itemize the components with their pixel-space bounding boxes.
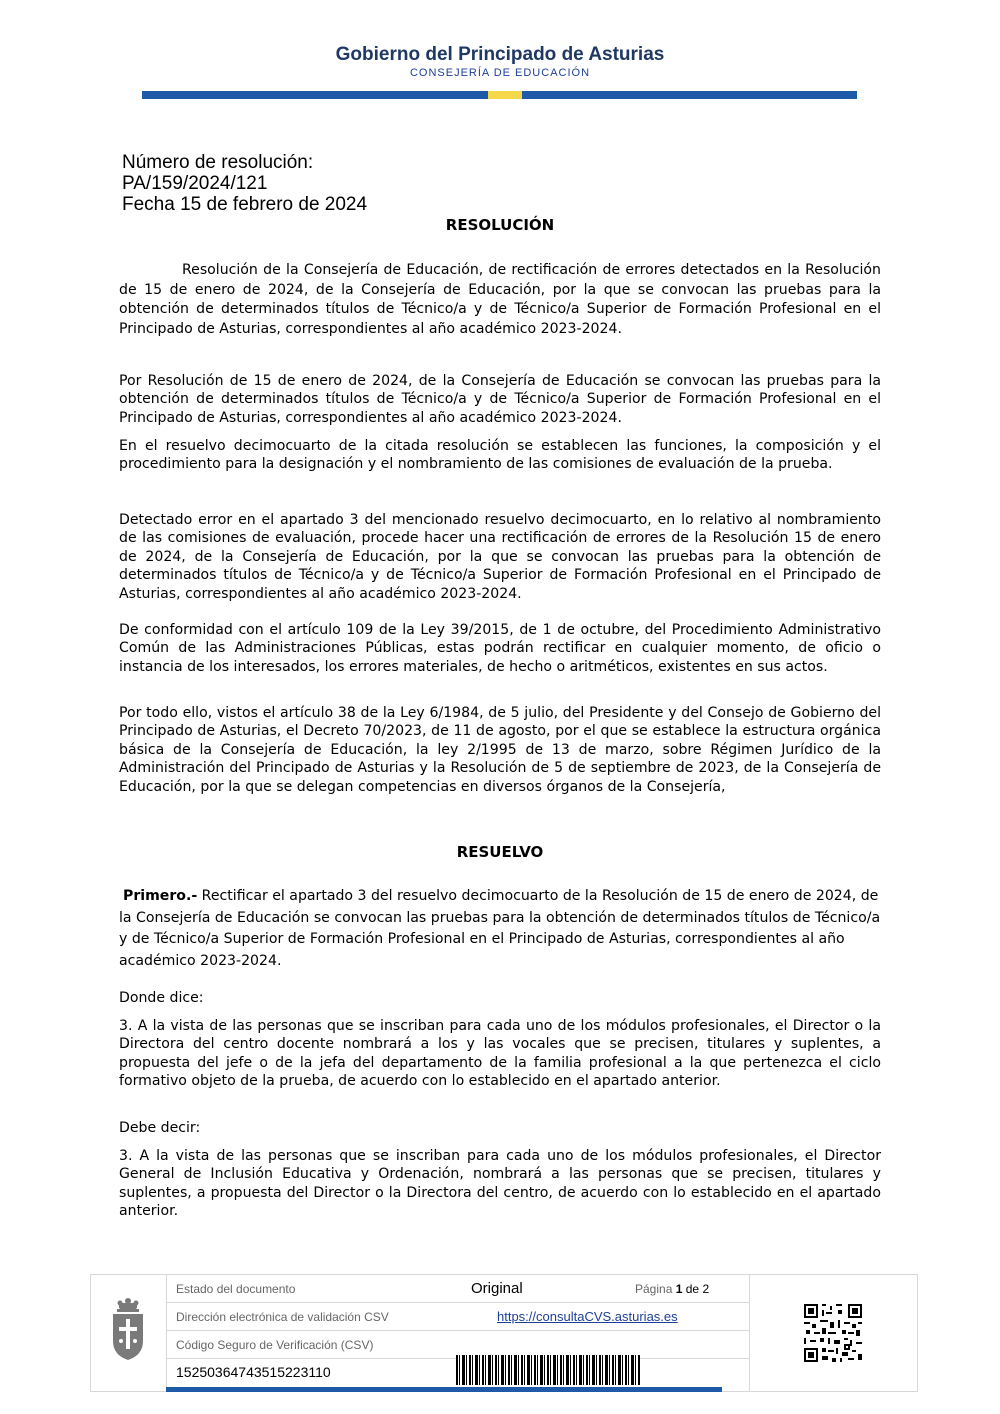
page-current: 1	[675, 1282, 683, 1296]
government-title: Gobierno del Principado de Asturias	[335, 44, 665, 65]
paragraph-1: Por Resolución de 15 de enero de 2024, de la Consejería de Educación se convocan las pruebas para la obtención de determinados títulos de Técnico/a y de Técnico/a Superior de Formación Profesional en el Principado de Asturias, correspondientes al año académico 2023-2024.	[119, 373, 881, 426]
paragraph-3: Detectado error en el apartado 3 del mencionado resuelvo decimocuarto, en lo relativo al nombramiento de las comisiones de evaluación, procede hacer una rectificación de errores de la Resolución 15 de enero de 2024, de la Consejería de Educación, por la que se convocan las pruebas para la obtención de determinados títulos de Técnico/a y de Técnico/a Superior de Formación Profesional en el Principado de Asturias, correspondientes al año académico 2023-2024.	[119, 512, 881, 602]
document-status-value: Original	[471, 1280, 523, 1297]
barcode-icon	[456, 1355, 640, 1385]
qr-code-icon	[804, 1304, 862, 1362]
page-total: 2	[702, 1282, 710, 1296]
resolution-info	[122, 152, 367, 215]
csv-code: 15250364743515223110	[176, 1364, 331, 1380]
paragraph-4: De conformidad con el artículo 109 de la Ley 39/2015, de 1 de octubre, del Procedimiento Administrativo Común de las Administraciones Públicas, estas podrán rectificar en cualquier momento, de oficio o instancia de los interesados, los errores materiales, de hecho o aritméticos, existentes en sus actos.	[119, 622, 881, 675]
page-indicator	[635, 1282, 709, 1296]
footer-row-line-2	[166, 1330, 749, 1331]
resolution-number-label: Número de resolución:	[122, 152, 314, 173]
header-bar-yellow	[488, 91, 522, 99]
primero-paragraph	[119, 886, 889, 972]
footer-blue-bar	[166, 1387, 722, 1392]
heading-resolucion: RESOLUCIÓN	[445, 216, 555, 234]
page-of: de	[685, 1282, 700, 1296]
csv-validation-link[interactable]: https://consultaCVS.asturias.es	[497, 1309, 678, 1324]
header-bar-blue-left	[142, 91, 488, 99]
donde-dice-label: Donde dice:	[119, 990, 204, 1006]
debe-decir-label: Debe decir:	[119, 1120, 201, 1136]
paragraph-5: Por todo ello, vistos el artículo 38 de la Ley 6/1984, de 5 julio, del Presidente y del Consejo de Gobierno del Principado de Asturias, el Decreto 70/2023, de 11 de agosto, por el que se establece la estructura orgánica básica de la Consejería de Educación, la ley 2/1995 de 13 de marzo, sobre Régimen Jurídico de la Administración del Principado de Asturias y la Resolución de 5 de septiembre de 2023, de la Consejería de Educación, por la que se delegan competencias en diversos órganos de la Consejería,	[119, 705, 881, 795]
summary-paragraph: Resolución de la Consejería de Educación, de rectificación de errores detectados en la Resolución de 15 de enero de 2024, de la Consejería de Educación, por la que se convocan las pruebas para la obtención de determinados títulos de Técnico/a y de Técnico/a Superior de Formación Profesional en el Principado de Asturias, correspondientes al año académico 2023-2024.	[119, 262, 881, 337]
asturias-coat-of-arms-icon	[109, 1297, 147, 1361]
debe-decir-text: 3. A la vista de las personas que se inscriban para cada uno de los módulos profesionales, el Director General de Inclusión Educativa y Ordenación, nombrará a las personas que se precisen, titulares y suplentes, a propuesta del Director o la Directora del centro, de acuerdo con lo establecido en el apartado anterior.	[119, 1148, 881, 1220]
resolution-number: PA/159/2024/121	[122, 173, 268, 194]
donde-dice-text: 3. A la vista de las personas que se inscriban para cada uno de los módulos profesionales, el Director o la Directora del centro docente nombrará a los y las vocales que se precisen, titulares y suplentes, a propuesta del jefe o de la jefa del departamento de la familia profesional a la que pertenezca el ciclo formativo objeto de la prueba, de acuerdo con lo establecido en el apartado anterior.	[119, 1018, 881, 1090]
csv-code-label: Código Seguro de Verificación (CSV)	[176, 1338, 374, 1352]
resolution-date: Fecha 15 de febrero de 2024	[122, 194, 368, 215]
department-subtitle: CONSEJERÍA DE EDUCACIÓN	[409, 67, 591, 79]
primero-label: Primero.-	[123, 888, 198, 904]
paragraph-2: En el resuelvo decimocuarto de la citada resolución se establecen las funciones, la composición y el procedimiento para la designación y el nombramiento de las comisiones de evaluación de la prueba.	[119, 438, 881, 473]
heading-resuelvo: RESUELVO	[456, 843, 544, 861]
footer-divider-left	[166, 1274, 167, 1392]
footer-divider-right	[749, 1274, 750, 1392]
footer-row-line-1	[166, 1302, 749, 1303]
document-status-label: Estado del documento	[176, 1282, 296, 1296]
page-label: Página	[635, 1282, 673, 1296]
header-bar-blue-right	[522, 91, 857, 99]
csv-url-label: Dirección electrónica de validación CSV	[176, 1310, 389, 1324]
primero-text: Rectificar el apartado 3 del resuelvo decimocuarto de la Resolución de 15 de enero de 2024, de la Consejería de Educación se convocan las pruebas para la obtención de determinados títulos de Técnico/a y de Técnico/a Superior de Formación Profesional en el Principado de Asturias, correspondientes al año académico 2023-2024.	[119, 888, 881, 969]
